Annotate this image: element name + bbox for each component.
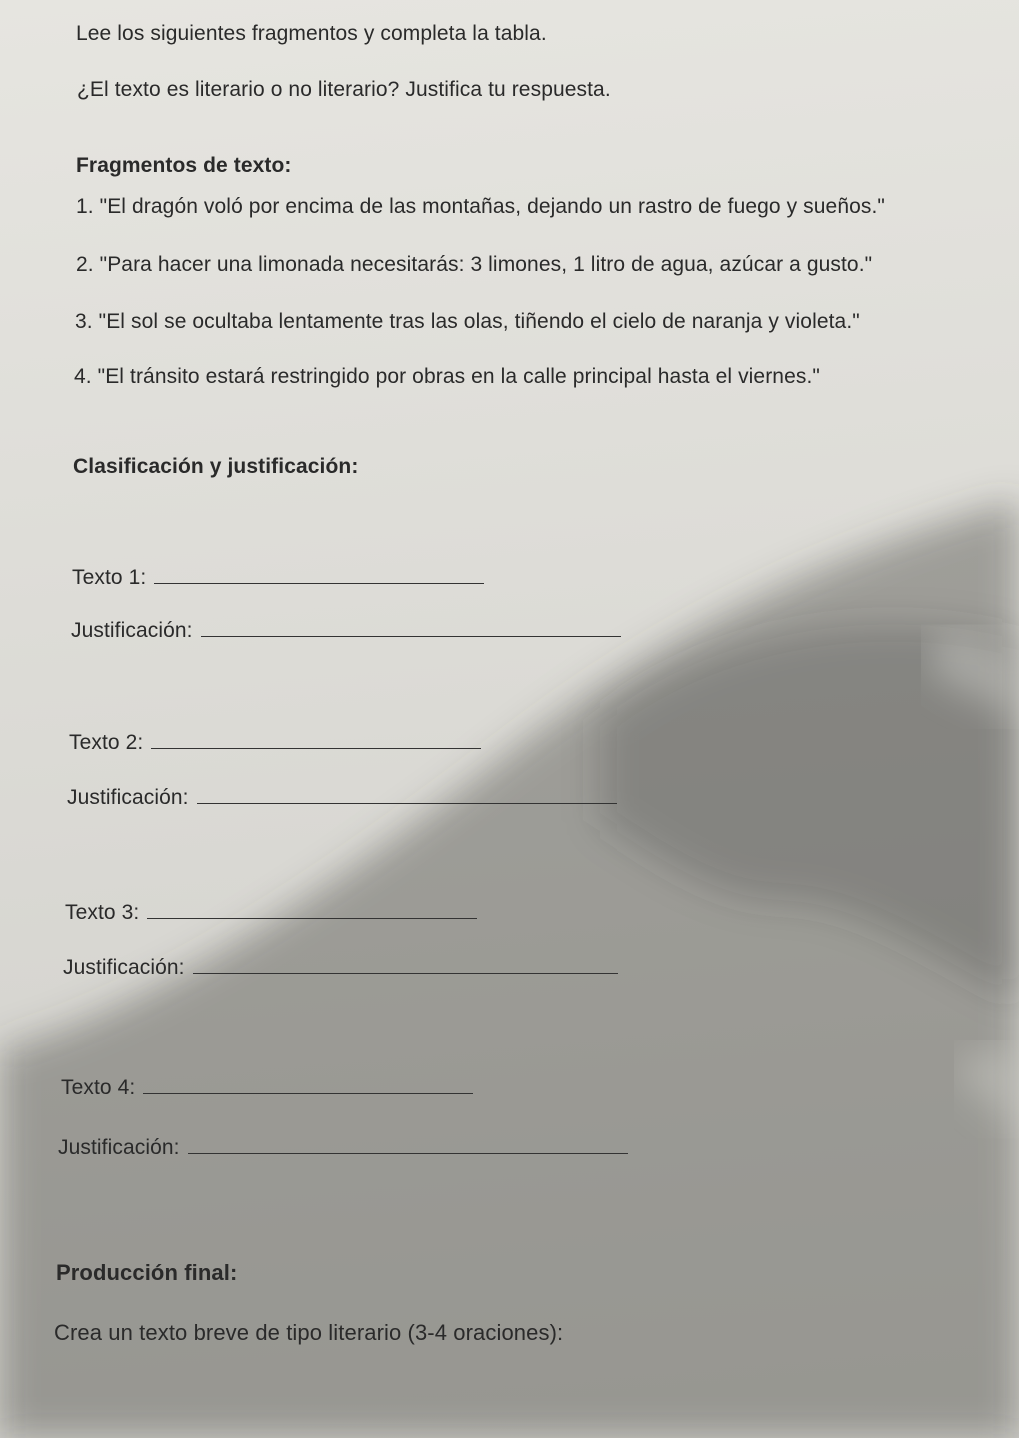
texto-3-answer-field[interactable] [147, 900, 477, 919]
justificacion-2-answer-field[interactable] [197, 785, 617, 804]
justificacion-4-row [58, 1135, 628, 1160]
texto-1-row [72, 565, 484, 590]
final-prompt: Crea un texto breve de tipo literario (3-4 oraciones): [54, 1320, 564, 1345]
final-heading: Producción final: [56, 1260, 238, 1285]
texto-2-answer-field[interactable] [151, 730, 481, 749]
justificacion-1-row [71, 618, 621, 643]
texto-1-label: Texto 1: [72, 566, 147, 589]
fragment-4: 4. "El tránsito estará restringido por obras en la calle principal hasta el viernes." [74, 365, 820, 388]
texto-3-label: Texto 3: [65, 901, 140, 924]
texto-4-row [61, 1075, 473, 1100]
texto-1-answer-field[interactable] [154, 565, 484, 584]
justificacion-2-label: Justificación: [67, 786, 189, 809]
texto-4-label: Texto 4: [61, 1076, 136, 1099]
classification-heading: Clasificación y justificación: [73, 455, 359, 478]
justificacion-3-row [63, 955, 618, 980]
texto-2-row [69, 730, 481, 755]
fragments-heading: Fragmentos de texto: [76, 154, 292, 177]
fragment-1: 1. "El dragón voló por encima de las montañas, dejando un rastro de fuego y sueños." [76, 195, 885, 218]
texto-3-row [65, 900, 477, 925]
justificacion-3-answer-field[interactable] [193, 955, 618, 974]
justificacion-3-label: Justificación: [63, 956, 185, 979]
justificacion-1-answer-field[interactable] [201, 618, 621, 637]
texto-2-label: Texto 2: [69, 731, 144, 754]
fragment-3: 3. "El sol se ocultaba lentamente tras las olas, tiñendo el cielo de naranja y violeta." [75, 310, 860, 333]
justificacion-4-answer-field[interactable] [188, 1135, 628, 1154]
instruction-line-1: Lee los siguientes fragmentos y completa la tabla. [76, 22, 547, 45]
justificacion-2-row [67, 785, 617, 810]
texto-4-answer-field[interactable] [143, 1075, 473, 1094]
fragment-2: 2. "Para hacer una limonada necesitarás: 3 limones, 1 litro de agua, azúcar a gusto." [76, 253, 873, 276]
justificacion-4-label: Justificación: [58, 1136, 180, 1159]
instruction-line-2: ¿El texto es literario o no literario? Justifica tu respuesta. [77, 78, 611, 101]
justificacion-1-label: Justificación: [71, 619, 193, 642]
